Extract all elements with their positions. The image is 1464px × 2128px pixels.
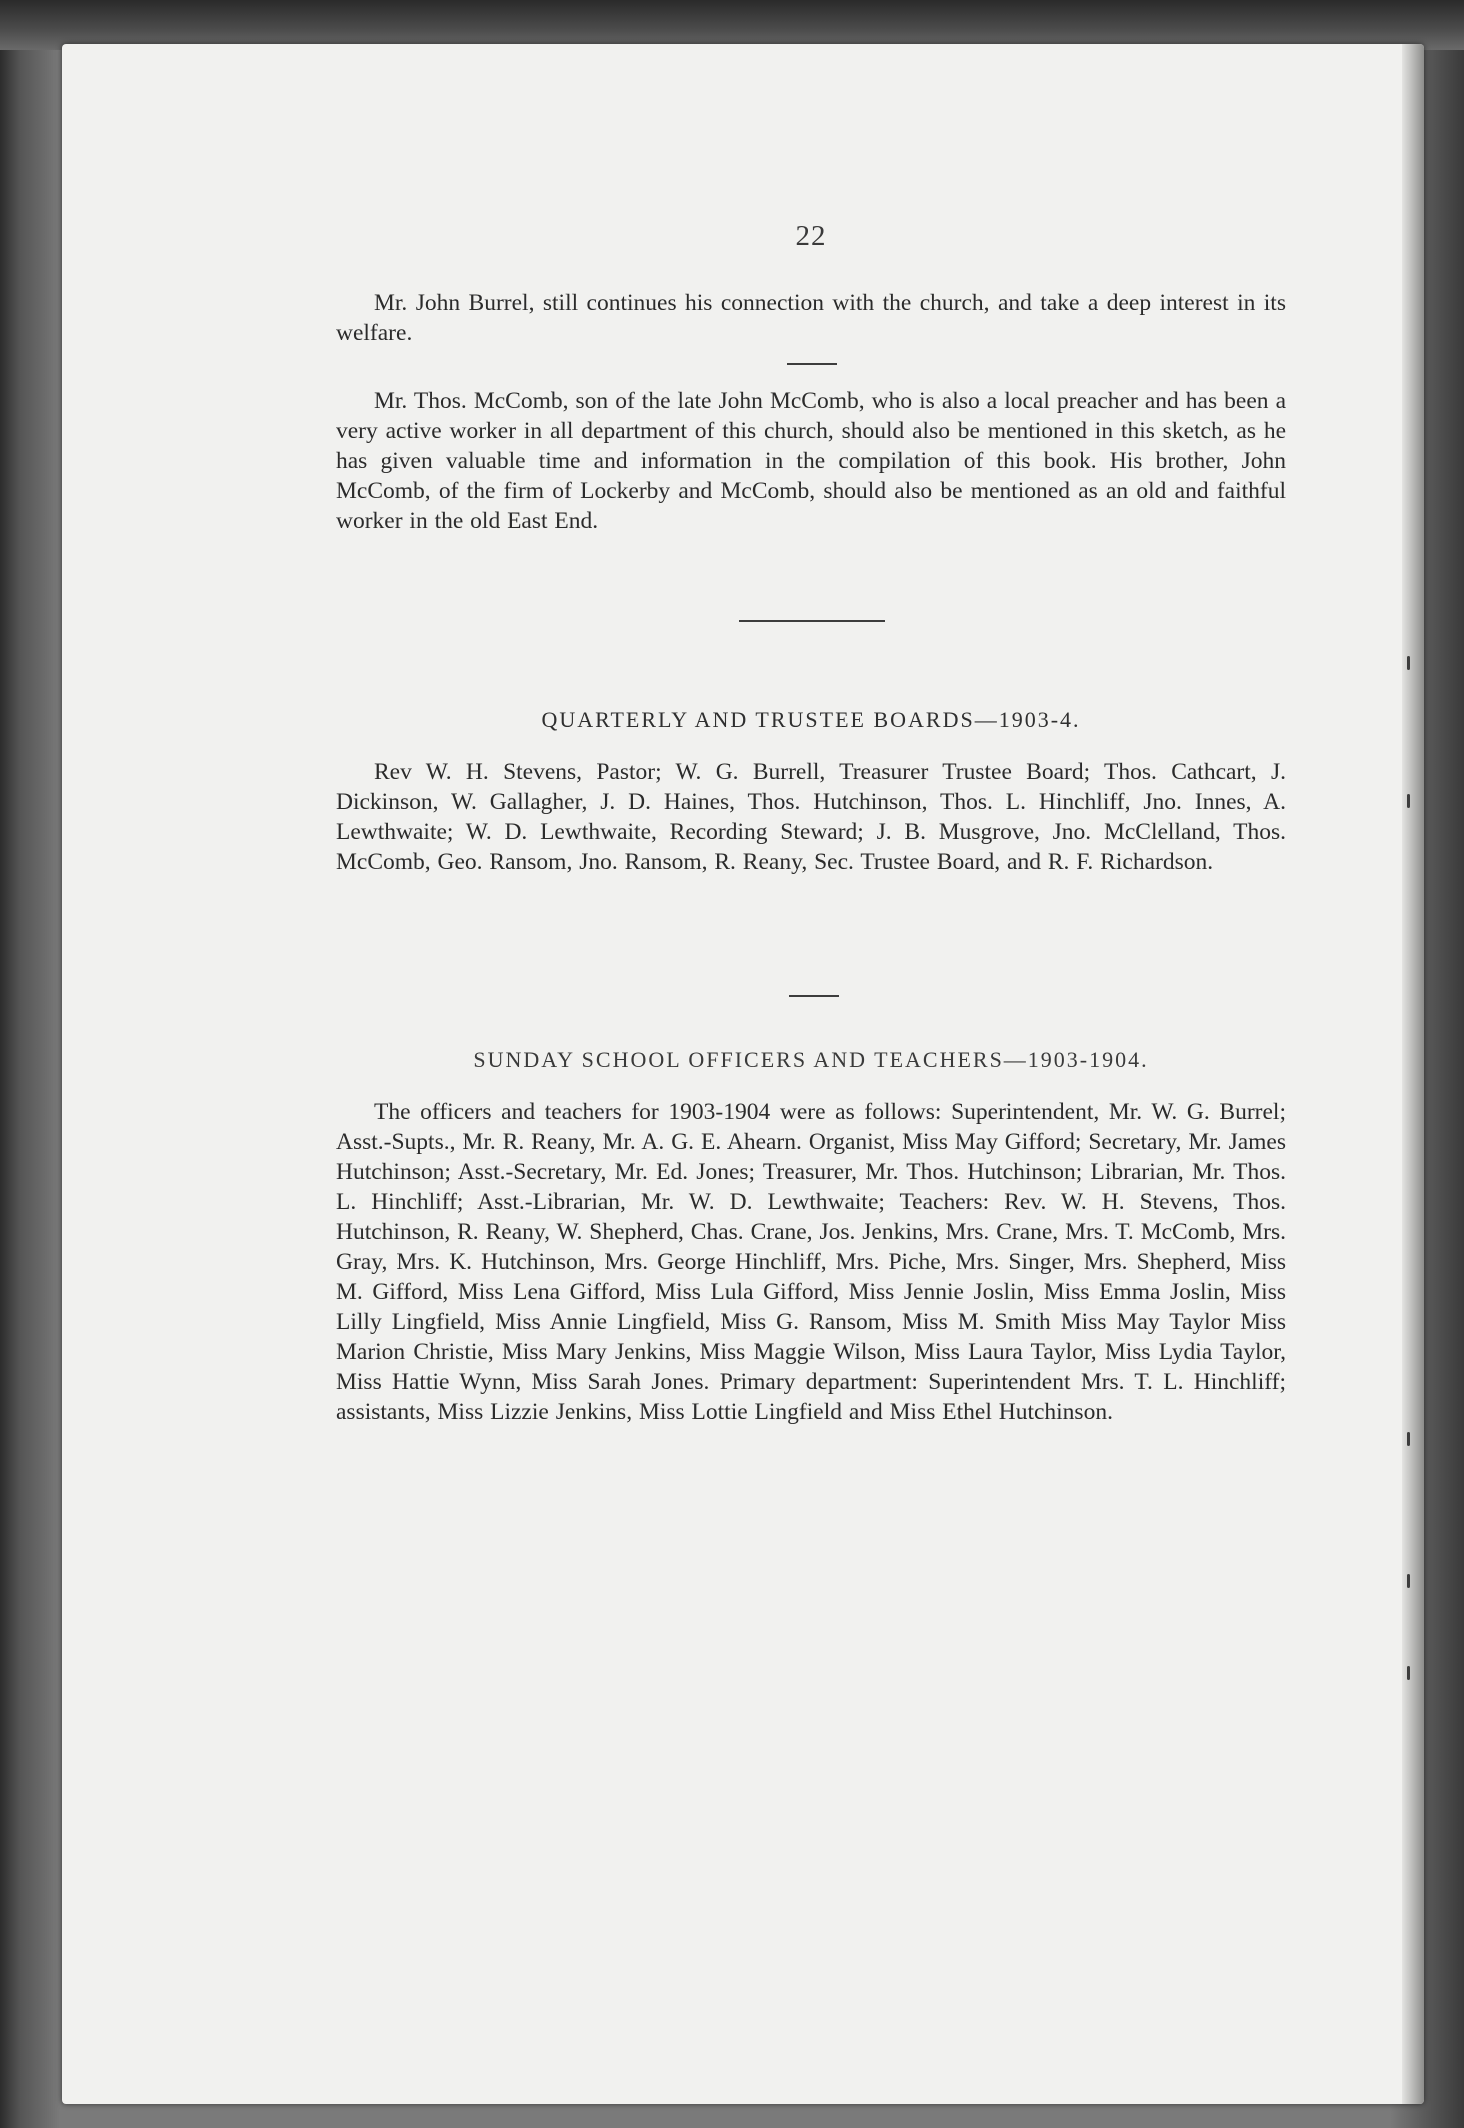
short-divider [789,995,839,997]
gutter-mark [1407,1432,1410,1446]
paragraph-burrel: Mr. John Burrel, still continues his connection with the church, and take a deep interest in its welfare. [336,290,1286,346]
scan-top-edge [0,0,1464,50]
heading-sunday-school: SUNDAY SCHOOL OFFICERS AND TEACHERS—1903-1904. [473,1047,1149,1072]
gutter-mark [1407,794,1410,808]
paragraph-boards: Rev W. H. Stevens, Pastor; W. G. Burrell, Treasurer Trustee Board; Thos. Cathcart, J. Dickinson, W. Gallagher, J. D. Haines, Thos. Hutchinson, Thos. L. Hinchliff, Jno. Innes, A. Lewthwaite; W. D. Lewthwaite, Recording Steward; J. B. Musgrove, Jno. McClelland, Thos. McComb, Geo. Ransom, Jno. Ransom, R. Reany, Sec. Trustee Board, and R. F. Richardson. [336,759,1286,875]
gutter-mark [1407,1574,1410,1588]
section-divider [739,620,885,622]
heading-boards: QUARTERLY AND TRUSTEE BOARDS—1903-4. [541,707,1081,732]
gutter-mark [1407,1666,1410,1680]
page-gutter [1402,44,1424,2104]
gutter-mark [1407,656,1410,670]
book-page [62,44,1424,2104]
page-number: 22 [795,220,827,252]
paragraph-mccomb: Mr. Thos. McComb, son of the late John McComb, who is also a local preacher and has been a very active worker in all department of this church, should also be mentioned in this sketch, as he has given valuable time and information in the compilation of this book. His brother, John McComb, of the firm of Lockerby and McComb, should also be mentioned as an old and faithful worker in the old East End. [336,388,1286,534]
short-divider [787,363,837,365]
paragraph-sunday-school: The officers and teachers for 1903-1904 were as follows: Superintendent, Mr. W. G. Burrel; Asst.-Supts., Mr. R. Reany, Mr. A. G. E. Ahearn. Organist, Miss May Gifford; Secretary, Mr. James Hutchinson; Asst.-Secretary, Mr. Ed. Jones; Treasurer, Mr. Thos. Hutchinson; Librarian, Mr. Thos. L. Hinchliff; Asst.-Librarian, Mr. W. D. Lewthwaite; Teachers: Rev. W. H. Stevens, Thos. Hutchinson, R. Reany, W. Shepherd, Chas. Crane, Jos. Jenkins, Mrs. Crane, Mrs. T. McComb, Mrs. Gray, Mrs. K. Hutchinson, Mrs. George Hinchliff, Mrs. Piche, Mrs. Singer, Mrs. Shepherd, Miss M. Gifford, Miss Lena Gifford, Miss Lula Gifford, Miss Jennie Joslin, Miss Emma Joslin, Miss Lilly Lingfield, Miss Annie Lingfield, Miss G. Ransom, Miss M. Smith Miss May Taylor Miss Marion Christie, Miss Mary Jenkins, Miss Maggie Wilson, Miss Laura Taylor, Miss Lydia Taylor, Miss Hattie Wynn, Miss Sarah Jones. Primary department: Superintendent Mrs. T. L. Hinchliff; assistants, Miss Lizzie Jenkins, Miss Lottie Lingfield and Miss Ethel Hutchinson. [336,1099,1286,1425]
